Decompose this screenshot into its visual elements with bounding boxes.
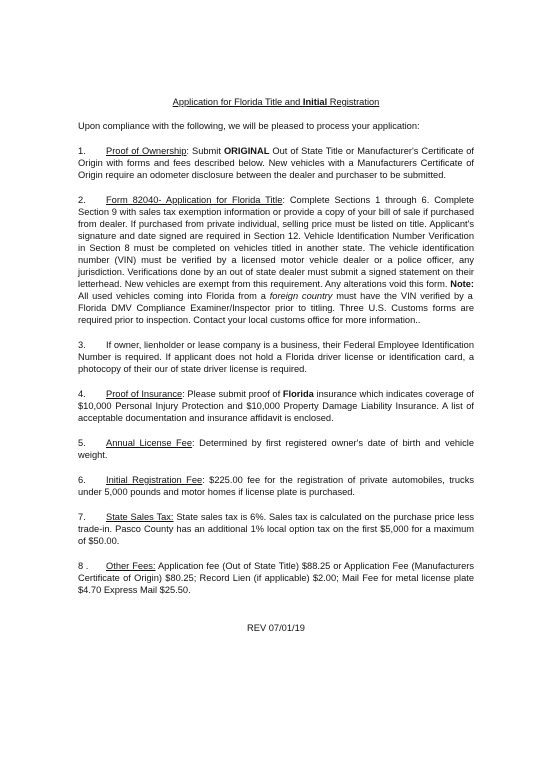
section-6 [78,474,474,498]
section-7 [78,511,474,547]
title-bold: Initial [302,97,328,107]
section-2-text-c: must have the VIN verified by a Florida DMV Compliance Examiner/Inspector prior to titling. Three U.S. Customs forms are required prior to inspection. Contact your local customs office for more information.. [78,291,474,325]
section-4 [78,388,474,424]
section-1 [78,145,474,181]
section-4-bold: Florida [282,389,314,399]
section-8-number: 8 . [78,561,89,571]
section-6-text: : $225.00 fee for the registration of private automobiles, trucks under 5,000 pounds and motor homes if license plate is purchased. [78,475,474,497]
section-4-heading: Proof of Insurance [106,389,183,399]
section-5-text: : Determined by first registered owner's date of birth and vehicle weight. [78,438,474,460]
section-7-number: 7. [78,512,86,522]
section-3-number: 3. [78,340,86,350]
section-5-heading: Annual License Fee [106,438,193,448]
section-3 [78,339,474,375]
section-2-note: Note: [450,279,474,289]
section-4-text-a: : Please submit proof of [182,389,283,399]
section-4-text-b: insurance which indicates coverage of $10,000 Personal Injury Protection and $10,000 Property Damage Liability Insurance. A list of acceptable documentation and insurance affidavit is enclosed. [78,389,474,423]
title-part1: Application for Florida Title and [172,97,303,107]
section-6-heading: Initial Registration Fee [106,475,203,485]
section-7-text: State sales tax is 6%. Sales tax is calculated on the purchase price less trade-in. Pasco County has an additional 1% local option tax on the first $5,000 for a maximum of $50.00. [78,512,475,546]
section-5 [78,437,474,461]
section-2-text-a: : Complete Sections 1 through 6. Complete Section 9 with sales tax exemption information or provide a copy of your bill of sale if purchased from dealer. If purchased from private individual, selling price must be listed on title. Applicant's signature and date signed are required in Section 12. Vehicle Identification Number Verification in Section 8 must be completed on vehicles titled in another state. The vehicle identification number (VIN) must be verified by a licensed motor vehicle dealer or a police officer, any jurisdiction. Verifications done by an out of state dealer must submit a signed statement on their letterhead. New vehicles are exempt from this requirement. Any alterations void this form. [78,195,474,289]
section-8-heading: Other Fees: [106,561,156,571]
revision-label: REV 07/01/19 [247,623,305,633]
section-1-text-a: : Submit [186,146,224,156]
document-title [78,96,474,108]
section-1-heading: Proof of Ownership [106,146,187,156]
section-2-italic: foreign country [269,291,333,301]
section-2-heading: Form 82040- Application for Florida Title [106,195,283,205]
section-1-bold: ORIGINAL [223,146,270,156]
title-part2: Registration [327,97,380,107]
section-2 [78,194,474,326]
section-8-text: Application fee (Out of State Title) $88.25 or Application Fee (Manufacturers Certificate of Origin) $80.25; Record Lien (if applicable) $2.00; Mail Fee for metal license plate $4.70 Express Mail $25.50. [78,561,474,595]
section-2-text-b: All used vehicles coming into Florida from a [78,291,270,301]
section-8 [78,560,474,596]
section-5-number: 5. [78,438,86,448]
section-1-text-b: Out of State Title or Manufacturer's Certificate of Origin with forms and fees described below. New vehicles with a Manufacturers Certificate of Origin require an odometer disclosure between the dealer and purchaser to be submitted. [78,146,474,180]
intro-text: Upon compliance with the following, we will be pleased to process your application: [78,121,420,131]
section-4-number: 4. [78,389,86,399]
section-1-number: 1. [78,146,86,156]
section-6-number: 6. [78,475,86,485]
section-3-text: If owner, lienholder or lease company is a business, their Federal Employee Identification Number is required. If applicant does not hold a Florida driver license or identification card, a photocopy of their our of state driver license is required. [78,340,474,374]
section-2-number: 2. [78,195,86,205]
section-7-heading: State Sales Tax: [106,512,174,522]
document-page [78,96,474,643]
